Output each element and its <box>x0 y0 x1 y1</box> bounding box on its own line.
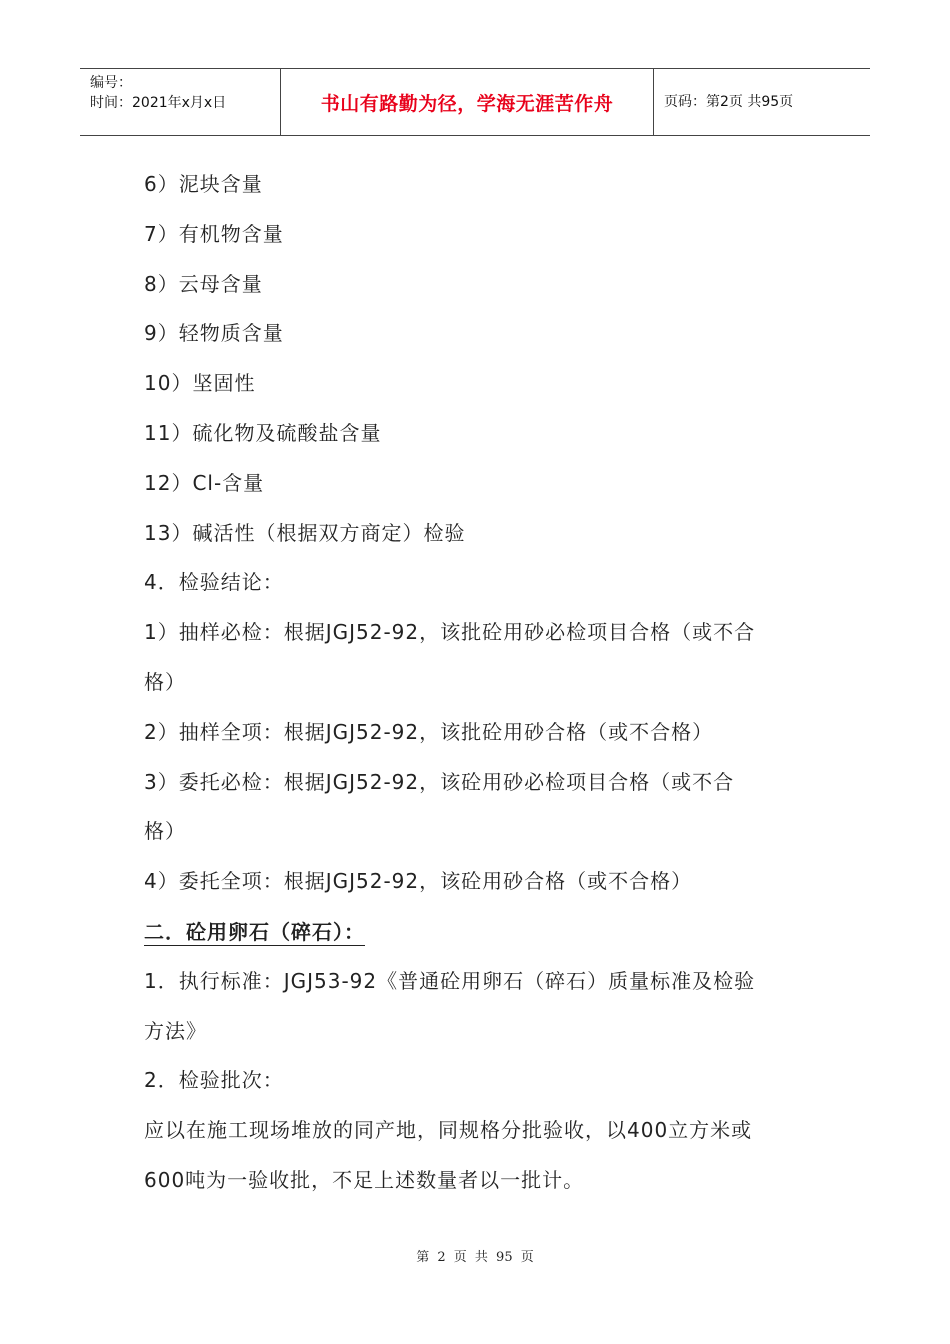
body-line: 12）Cl-含量 <box>144 470 265 495</box>
body-line: 1）抽样必检：根据JGJ52-92，该批砼用砂必检项目合格（或不合 <box>144 620 756 645</box>
section-heading: 二．砼用卵石（碎石）： <box>144 919 365 944</box>
section-line: 应以在施工现场堆放的同产地，同规格分批验收，以400立方米或 <box>144 1118 753 1143</box>
page-footer: 第 2 页 共 95 页 <box>416 1250 534 1265</box>
document-body <box>144 160 824 1206</box>
header-page-info: 页码：第2页 共95页 <box>664 94 794 110</box>
body-line: 4．检验结论： <box>144 570 284 595</box>
section-heading-row <box>144 907 824 957</box>
body-line: 13）碱活性（根据双方商定）检验 <box>144 520 466 545</box>
body-line: 11）硫化物及硫酸盐含量 <box>144 420 382 445</box>
document-number-label: 编号： <box>90 75 132 91</box>
section-line: 1．执行标准：JGJ53-92《普通砼用卵石（碎石）质量标准及检验 <box>144 968 756 993</box>
header-meta <box>80 69 281 135</box>
section-line: 2．检验批次： <box>144 1068 284 1093</box>
header-page-cell <box>654 69 870 135</box>
body-line: 格） <box>144 669 186 694</box>
document-date-label: 时间：2021年x月x日 <box>90 95 227 111</box>
section-line: 方法》 <box>144 1018 207 1043</box>
body-line: 2）抽样全项：根据JGJ52-92，该批砼用砂合格（或不合格） <box>144 719 714 744</box>
header-motto: 书山有路勤为径，学海无涯苦作舟 <box>320 92 614 115</box>
body-line: 4）委托全项：根据JGJ52-92，该砼用砂合格（或不合格） <box>144 869 693 894</box>
section-line: 600吨为一验收批，不足上述数量者以一批计。 <box>144 1167 585 1192</box>
body-line: 8）云母含量 <box>144 271 263 296</box>
page-header <box>80 68 870 136</box>
body-line: 3）委托必检：根据JGJ52-92，该砼用砂必检项目合格（或不合 <box>144 769 735 794</box>
body-line: 格） <box>144 819 186 844</box>
body-line: 9）轻物质含量 <box>144 321 284 346</box>
body-line: 10）坚固性 <box>144 371 256 396</box>
body-line: 7）有机物含量 <box>144 221 284 246</box>
body-line: 6）泥块含量 <box>144 172 263 196</box>
header-motto-cell <box>281 69 654 135</box>
